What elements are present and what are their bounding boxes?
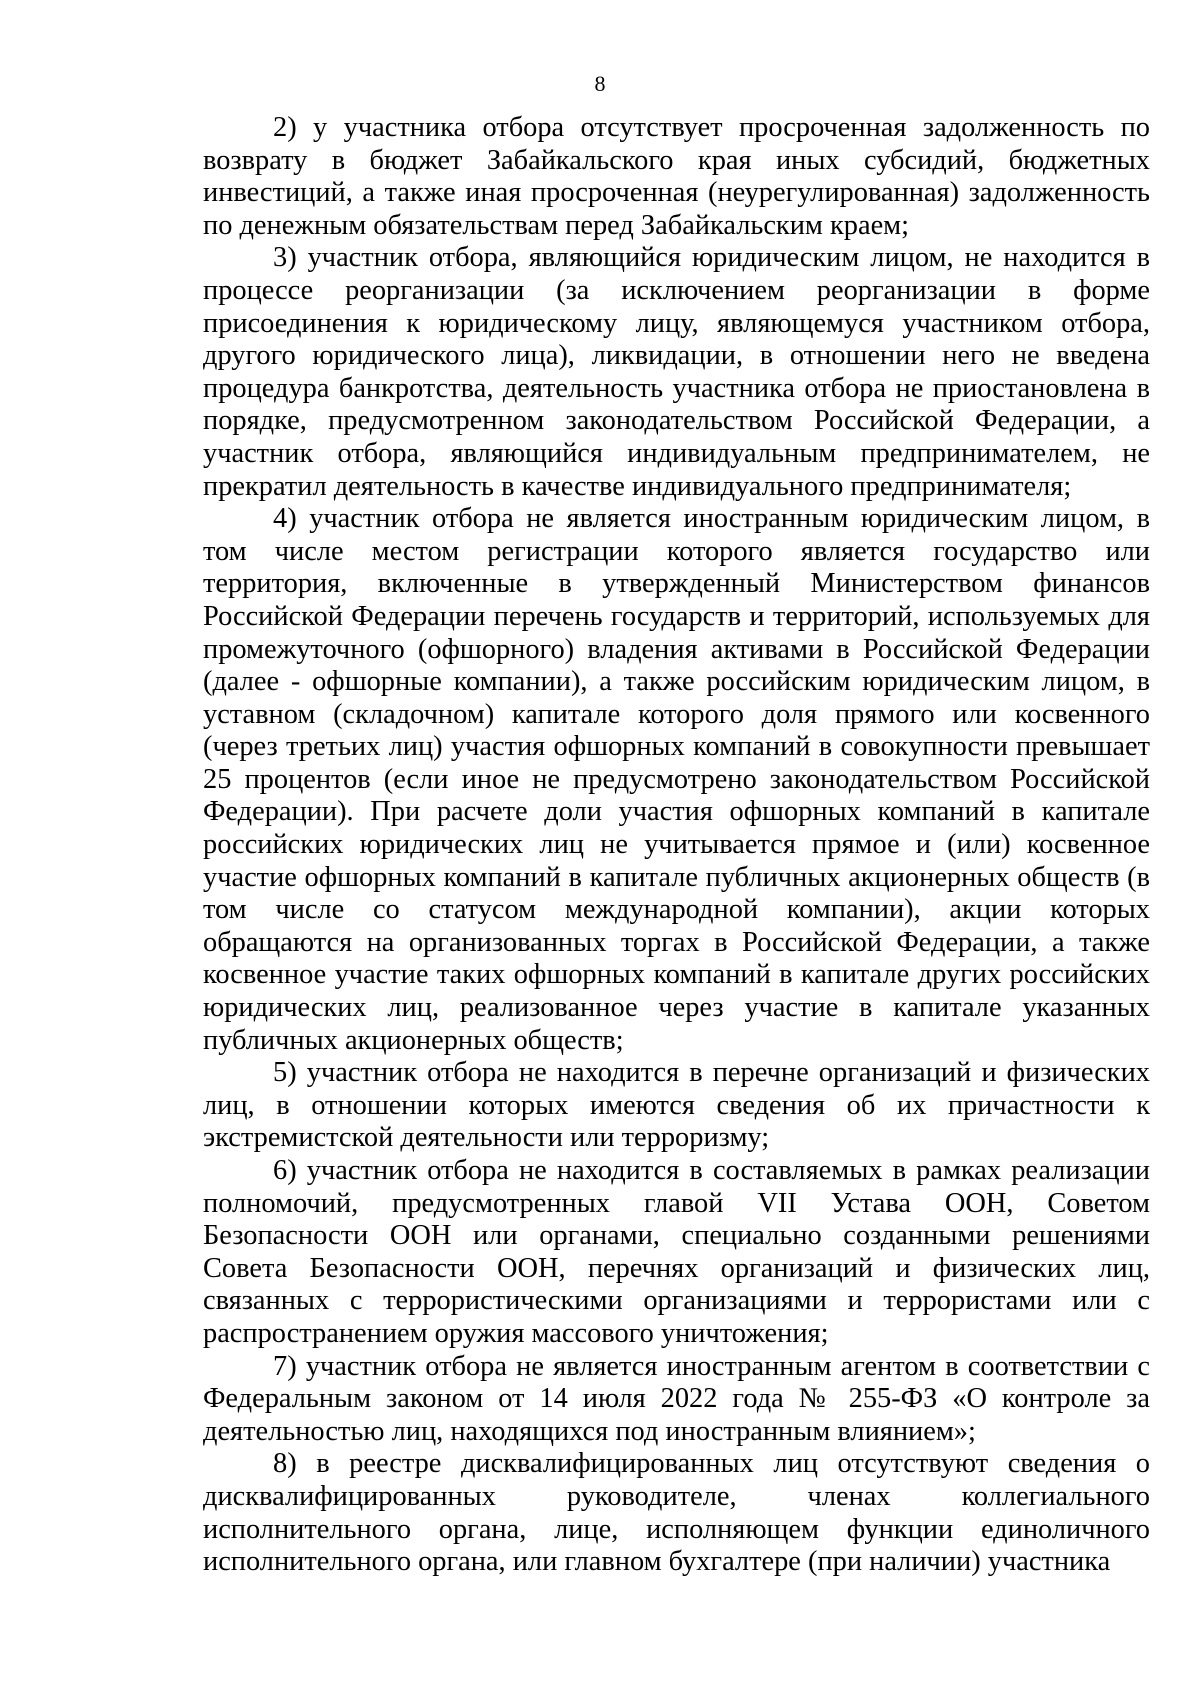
paragraph-item-6: 6) участник отбора не находится в составляемых в рамках реализации полномочий, предусмотренных главой VII Устава ООН, Советом Безопасности ООН или органами, специально созданными решениями Совета Безопасности ООН, перечнях организаций и физических лиц, связанных с террористическими организациями и террористами или с распространением оружия массового уничтожения; [203,1155,1150,1349]
page-number: 8 [594,71,606,96]
paragraph-item-3: 3) участник отбора, являющийся юридическим лицом, не находится в процессе реорганизации (за исключением реорганизации в форме присоединения к юридическому лицу, являющемуся участником отбора, другого юридического лица), ликвидации, в отношении него не введена процедура банкротства, деятельность участника отбора не приостановлена в порядке, предусмотренном законодательством Российской Федерации, а участник отбора, являющийся индивидуальным предпринимателем, не прекратил деятельность в качестве индивидуального предпринимателя; [203,242,1150,502]
paragraph-item-4: 4) участник отбора не является иностранным юридическим лицом, в том числе местом регистрации которого является государство или территория, включенные в утвержденный Министерством финансов Российской Федерации перечень государств и территорий, используемых для промежуточного (офшорного) владения активами в Российской Федерации (далее - офшорные компании), а также российским юридическим лицом, в уставном (складочном) капитале которого доля прямого или косвенного (через третьих лиц) участия офшорных компаний в совокупности превышает 25 процентов (если иное не предусмотрено законодательством Российской Федерации). При расчете доли участия офшорных компаний в капитале российских юридических лиц не учитывается прямое и (или) косвенное участие офшорных компаний в капитале публичных акционерных обществ (в том числе со статусом международной компании), акции которых обращаются на организованных торгах в Российской Федерации, а также косвенное участие таких офшорных компаний в капитале других российских юридических лиц, реализованное через участие в капитале указанных публичных акционерных обществ; [203,503,1150,1056]
paragraph-item-2: 2) у участника отбора отсутствует просроченная задолженность по возврату в бюджет Забайкальского края иных субсидий, бюджетных инвестиций, а также иная просроченная (неурегулированная) задолженность по денежным обязательствам перед Забайкальским краем; [203,112,1150,241]
paragraph-item-5: 5) участник отбора не находится в перечне организаций и физических лиц, в отношении которых имеются сведения об их причастности к экстремистской деятельности или терроризму; [203,1057,1150,1154]
document-body [203,112,1150,1579]
paragraph-item-8: 8) в реестре дисквалифицированных лиц отсутствуют сведения о дисквалифицированных руководителе, членах коллегиального исполнительного органа, лице, исполняющем функции единоличного исполнительного органа, или главном бухгалтере (при наличии) участника [203,1448,1150,1578]
paragraph-item-7: 7) участник отбора не является иностранным агентом в соответствии с Федеральным законом от 14 июля 2022 года № 255-ФЗ «О контроле за деятельностью лиц, находящихся под иностранным влиянием»; [203,1350,1150,1447]
